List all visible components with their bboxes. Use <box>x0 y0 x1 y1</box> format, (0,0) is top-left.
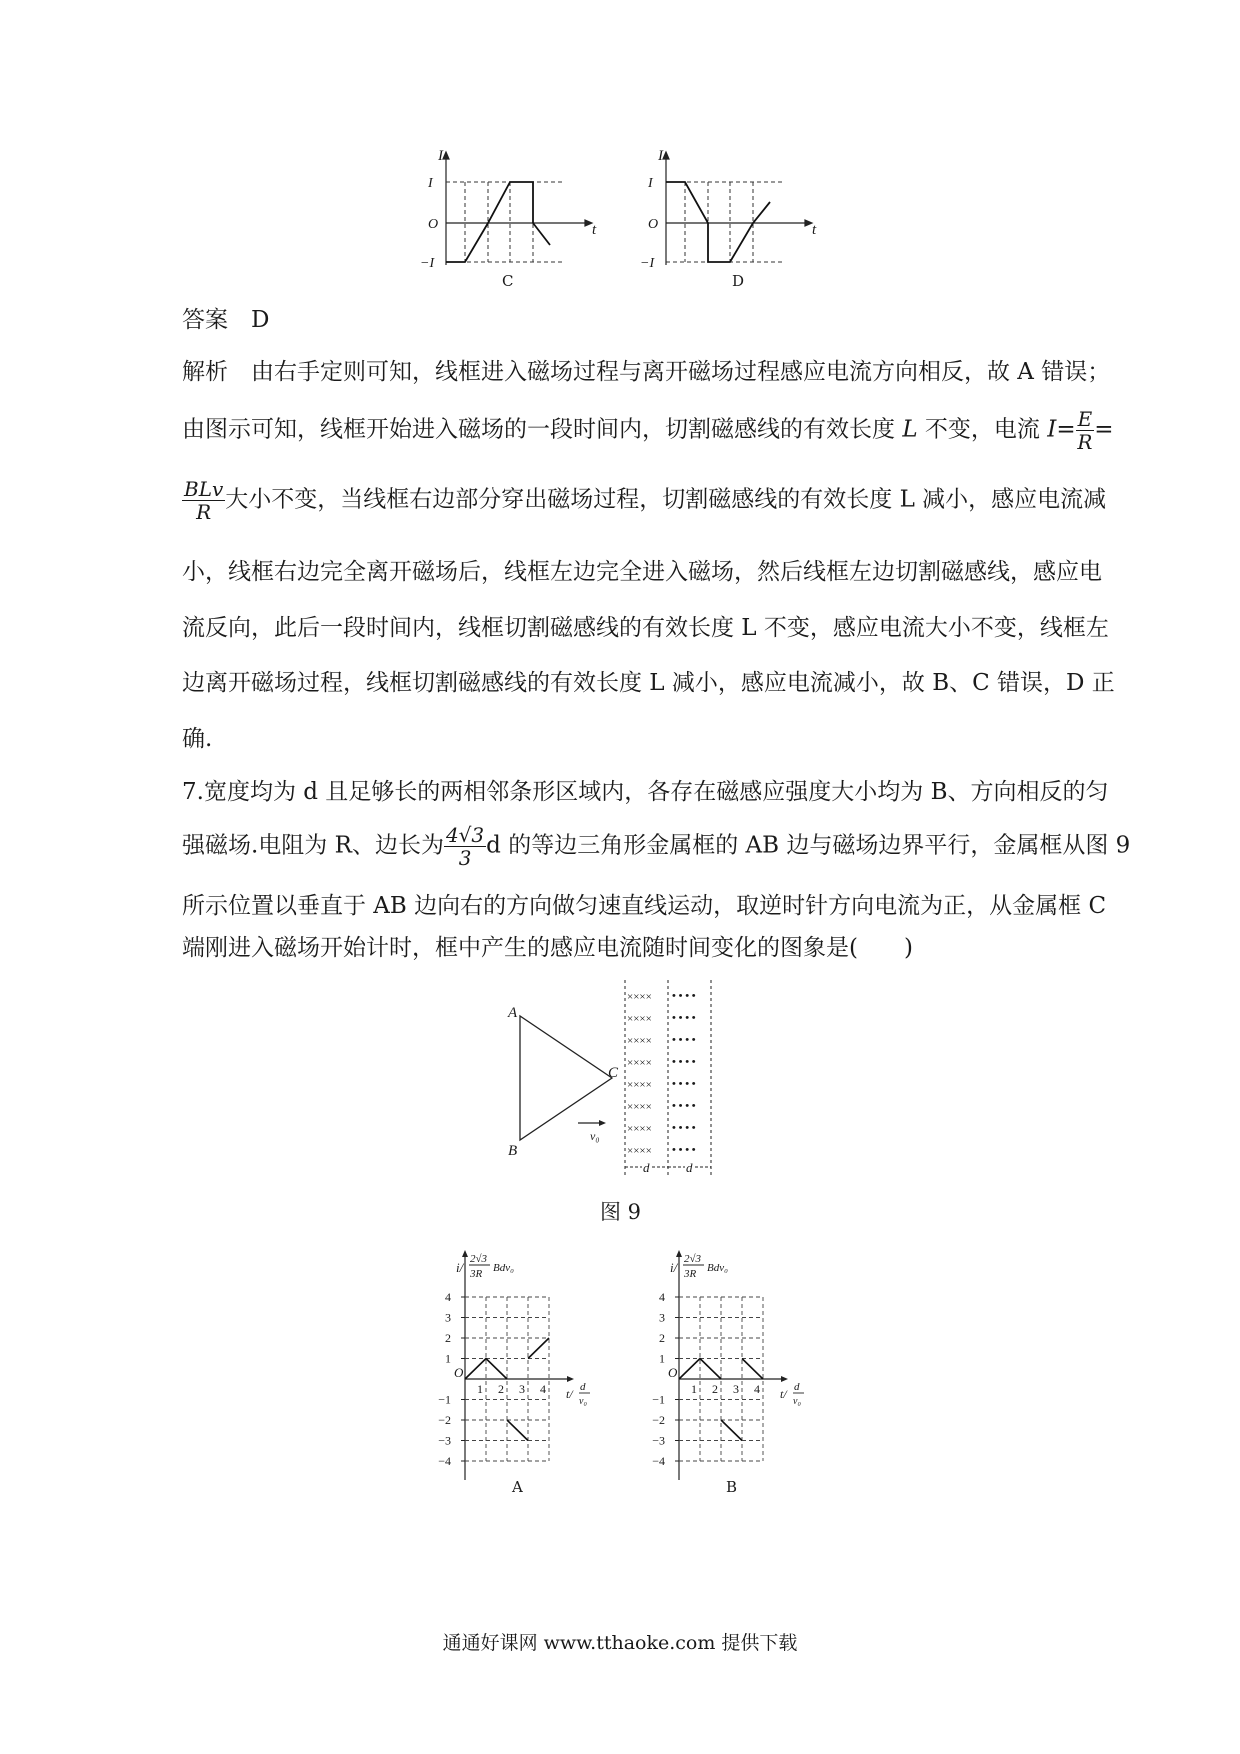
axis-i-label: I <box>658 148 663 164</box>
q-frac-den: 3 <box>458 846 472 870</box>
y-unit-suffix: Bdv₀ <box>707 1262 728 1274</box>
analysis-line-2 <box>182 407 1114 454</box>
y-unit-suffix: Bdv₀ <box>493 1262 514 1274</box>
y-unit-num: 2√3 <box>470 1253 488 1265</box>
y-axis-label: i/ <box>456 1260 464 1275</box>
answer-label: 答案 <box>182 307 228 333</box>
question-text-2a: 强磁场.电阻为 R、边长为 <box>182 832 444 859</box>
tick-neg: −I <box>420 256 435 271</box>
chart-b-caption: B <box>726 1478 738 1496</box>
y-tick-label: −2 <box>652 1413 665 1427</box>
y-tick-label: −1 <box>652 1392 665 1407</box>
data-segment <box>507 1420 528 1441</box>
chart-b <box>654 1240 824 1490</box>
y-tick-label: −3 <box>652 1433 665 1448</box>
tick-zero: O <box>648 217 659 232</box>
y-arrow <box>676 1250 682 1257</box>
x-unit-den: v₀ <box>793 1396 801 1407</box>
dot-row: • • • • <box>672 1078 696 1090</box>
triangle-frame <box>520 1016 612 1140</box>
tick-pos: I <box>648 176 653 191</box>
y-unit-den: 3R <box>684 1268 697 1280</box>
vertex-a: A <box>508 1005 518 1021</box>
dot-row: • • • • <box>672 990 696 1002</box>
equals-1: = <box>1056 416 1076 443</box>
cross-row: ×××× <box>627 1057 652 1069</box>
dot-row: • • • • <box>672 1056 696 1068</box>
y-tick-label: 3 <box>445 1310 451 1325</box>
grid <box>446 182 565 262</box>
analysis-text-2b: 不变，电流 <box>917 416 1048 443</box>
x-arrow <box>805 220 812 226</box>
cross-row: ×××× <box>627 1101 652 1113</box>
analysis-label: 解析 <box>182 359 228 385</box>
width-left-label: d <box>643 1160 650 1175</box>
x-tick-label: 1 <box>691 1382 697 1396</box>
y-tick-label: −3 <box>438 1433 451 1448</box>
y-tick-label: 4 <box>659 1290 665 1304</box>
cross-row: ×××× <box>627 1123 652 1135</box>
axis-t-label: t <box>812 222 817 238</box>
y-tick-label: 4 <box>445 1290 451 1304</box>
y-arrow <box>663 152 669 159</box>
equals-2: = <box>1094 416 1114 443</box>
analysis-line-3 <box>182 477 1107 526</box>
analysis-line-4: 小，线框右边完全离开磁场后，线框左边完全进入磁场，然后线框左边切割磁感线，感应电 <box>182 559 1102 585</box>
question-line-2 <box>182 823 1131 876</box>
chart-d-caption: D <box>732 272 745 290</box>
x-arrow <box>567 1376 574 1382</box>
tick-pos: I <box>428 176 433 191</box>
var-l: L <box>902 416 918 443</box>
y-tick-label: 2 <box>659 1331 665 1345</box>
cross-row: ×××× <box>627 1013 652 1025</box>
fraction-e-over-r <box>1076 408 1095 453</box>
analysis-text-3: 大小不变，当线框右边部分穿出磁场过程，切割磁感线的有效长度 L 减小，感应电流减 <box>225 486 1107 513</box>
axis-t-label: t <box>592 222 597 238</box>
y-arrow <box>462 1250 468 1257</box>
x-ticks <box>477 1382 546 1396</box>
axis-i-label: I <box>438 148 443 164</box>
x-arrow <box>585 220 592 226</box>
vertex-b: B <box>508 1143 518 1159</box>
question-line-3: 所示位置以垂直于 AB 边向右的方向做匀速直线运动，取逆时针方向电流为正，从金属框 C <box>182 893 1107 919</box>
x-tick-label: 3 <box>519 1382 525 1396</box>
analysis-line-1 <box>182 358 1111 386</box>
chart-a <box>440 1240 610 1490</box>
data-segment <box>742 1359 763 1380</box>
answer-line <box>182 306 1062 334</box>
data-line-c <box>446 182 550 262</box>
analysis-line-7: 确. <box>182 726 213 752</box>
x-tick-label: 2 <box>712 1382 718 1396</box>
dot-row: • • • • <box>672 1034 696 1046</box>
question-line-4: 端刚进入磁场开始计时，框中产生的感应电流随时间变化的图象是( ) <box>182 935 913 961</box>
data-line-d <box>666 182 770 262</box>
y-tick-label: −4 <box>438 1454 451 1468</box>
y-unit-num: 2√3 <box>684 1253 702 1265</box>
x-axis-label: t/ <box>566 1387 573 1401</box>
x-tick-label: 4 <box>754 1382 760 1396</box>
grid <box>666 182 785 262</box>
y-unit-den: 3R <box>470 1268 483 1280</box>
y-tick-label: −2 <box>438 1413 451 1427</box>
velocity-arrowhead <box>599 1120 606 1126</box>
y-tick-label: −4 <box>652 1454 665 1468</box>
analysis-line-5: 流反向，此后一段时间内，线框切割磁感线的有效长度 L 不变，感应电流大小不变，线框左 <box>182 615 1109 641</box>
fraction-side-length <box>444 824 486 869</box>
dot-row: • • • • <box>672 1144 696 1156</box>
cross-row: ×××× <box>627 1145 652 1157</box>
dot-row: • • • • <box>672 1122 696 1134</box>
chart-d <box>640 150 820 280</box>
y-tick-label: 1 <box>445 1351 451 1366</box>
field-into-page <box>627 991 652 1157</box>
data-segment <box>528 1338 549 1359</box>
x-arrow <box>781 1376 788 1382</box>
chart-a-caption: A <box>512 1478 523 1496</box>
y-tick-label: −1 <box>438 1392 451 1407</box>
var-i: I <box>1047 416 1057 443</box>
x-unit-num: d <box>794 1381 800 1393</box>
cross-row: ×××× <box>627 991 652 1003</box>
vertex-c: C <box>608 1065 619 1081</box>
y-tick-label: 3 <box>659 1310 665 1325</box>
x-tick-label: 3 <box>733 1382 739 1396</box>
figure-9-caption: 图 9 <box>600 1200 642 1224</box>
frac1-den: R <box>1077 430 1093 454</box>
analysis-text-2a: 由图示可知，线框开始进入磁场的一段时间内，切割磁感线的有效长度 <box>182 416 903 443</box>
analysis-text-1: 由右手定则可知，线框进入磁场过程与离开磁场过程感应电流方向相反，故 A 错误； <box>251 359 1111 385</box>
page-footer: 通通好课网 www.tthaoke.com 提供下载 <box>442 1632 798 1654</box>
x-unit-den: v₀ <box>579 1396 587 1407</box>
chart-c <box>420 150 600 280</box>
fraction-blv-over-r <box>182 478 225 523</box>
y-tick-label: 2 <box>445 1331 451 1345</box>
y-arrow <box>443 152 449 159</box>
dot-row: • • • • <box>672 1012 696 1024</box>
x-tick-label: 4 <box>540 1382 546 1396</box>
tick-zero: O <box>428 217 439 232</box>
x-ticks <box>691 1382 760 1396</box>
frac2-den: R <box>196 500 212 524</box>
tick-neg: −I <box>640 256 655 271</box>
question-text-2b: d 的等边三角形金属框的 AB 边与磁场边界平行，金属框从图 9 <box>486 832 1131 859</box>
velocity-label: v₀ <box>590 1129 600 1143</box>
cross-row: ×××× <box>627 1079 652 1091</box>
cross-row: ×××× <box>627 1035 652 1047</box>
data-segment <box>721 1420 742 1441</box>
y-axis-label: i/ <box>670 1260 678 1275</box>
y-tick-label: 1 <box>659 1351 665 1366</box>
field-out-of-page <box>672 990 696 1156</box>
chart-c-caption: C <box>502 272 514 290</box>
x-unit-num: d <box>580 1381 586 1393</box>
analysis-line-6: 边离开磁场过程，线框切割磁感线的有效长度 L 减小，感应电流减小，故 B、C 错误，D 正 <box>182 670 1115 696</box>
figure-9 <box>500 975 760 1190</box>
origin-label: O <box>668 1365 678 1380</box>
frac1-num: E <box>1077 407 1093 431</box>
x-tick-label: 1 <box>477 1382 483 1396</box>
width-right-label: d <box>686 1160 693 1175</box>
frac2-num: BLv <box>184 477 224 501</box>
answer-value: D <box>251 307 270 333</box>
dot-row: • • • • <box>672 1100 696 1112</box>
origin-label: O <box>454 1365 464 1380</box>
q-frac-num: 4√3 <box>445 823 485 847</box>
question-line-1: 7.宽度均为 d 且足够长的两相邻条形区域内，各存在磁感应强度大小均为 B、方向相反的匀 <box>182 779 1109 805</box>
x-tick-label: 2 <box>498 1382 504 1396</box>
x-axis-label: t/ <box>780 1387 787 1401</box>
